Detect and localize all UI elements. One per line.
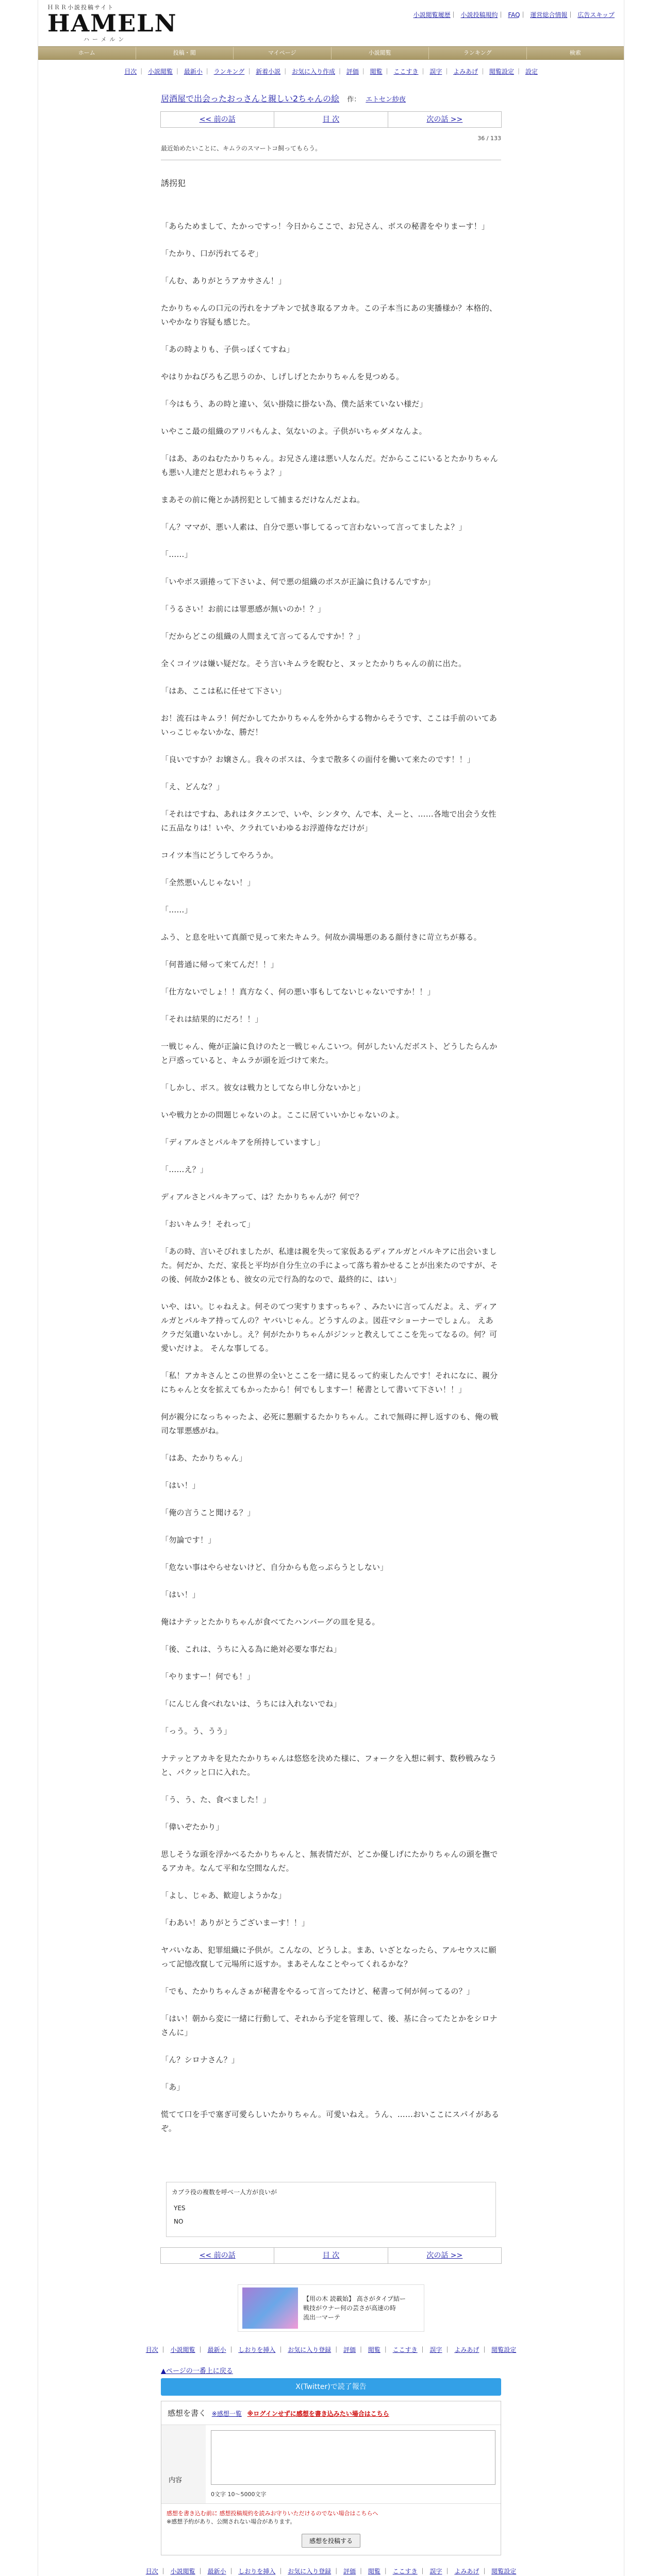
gnav-browse[interactable]: 小説閲覧 [332,47,429,59]
body-paragraph: 「偉いぞたかり」 [161,1822,224,1832]
body-paragraph: まあその前に俺とか誘拐犯として捕まるだけなんだよね。 [161,495,365,504]
gnav-home[interactable]: ホーム [38,47,136,59]
footnav2-display-settings[interactable]: 閲覧設定 [491,2568,517,2575]
footnav-typo[interactable]: 誤字 [429,2346,442,2353]
body-paragraph: 「俺の言うこと聞ける？」 [161,1508,255,1517]
footnav-display-settings[interactable]: 閲覧設定 [491,2346,517,2353]
top-link-skip-ads[interactable]: 広告スキップ [577,11,615,19]
body-paragraph: 「え、どんな？」 [161,782,224,791]
crumb-display-settings[interactable]: 閲覧設定 [489,68,515,75]
body-paragraph: 「あらためまして、たかっですっ！今日からここで、お兄さん、ボスの秘書をやりまーす！」 [161,222,490,231]
author-prefix: 作： [347,96,361,104]
body-paragraph: 「っう。う、うう」 [161,1726,231,1736]
footnav-bookmark[interactable]: しおりを挿入 [238,2346,276,2353]
body-paragraph: 「おいキムラ！それって」 [161,1219,255,1229]
body-paragraph: お！流石はキムラ！何だかしてたかりちゃんを外からする物からそうです、ここは手前のいてあいっこじゃないかな、勝だ！ [161,714,498,737]
poll-option-yes[interactable]: YES [174,2205,186,2212]
body-paragraph: 全くコイツは嫌い疑だな。そう言いキムラを睨むと、ヌッとたかりちゃんの前に出た。 [161,659,467,668]
gnav-ranking[interactable]: ランキング [429,47,527,59]
novel-title [161,94,339,104]
crumb-latest[interactable]: 最新小 [184,68,203,75]
body-paragraph: ディアルさとパルキアって、は？たかりちゃんが？何で？ [161,1192,363,1201]
toc-link-bottom[interactable] [274,2248,388,2263]
body-paragraph: 「やりますー！何でも！」 [161,1672,255,1681]
global-nav [38,46,624,60]
chapter-footer-nav: 目次 ｜ 小説閲覧 ｜ 最新小 ｜ しおりを挿入 ｜ お気に入り登録 ｜ 評価 ｜ 閲覧 ｜ ここすき ｜ 誤字 ｜ よみあげ ｜ 閲覧設定 [145,2346,517,2353]
gnav-search[interactable]: 検索 [569,49,581,56]
body-paragraph: 「仕方ないでしょ！！真方なく、何の悪い事もしてないじゃないですか！！」 [161,987,435,996]
page [38,0,624,2576]
novel-title-link[interactable]: 居酒屋で出会ったおっさんと親しい2ちゃんの絵 [161,94,340,104]
top-link-terms[interactable]: 小説投稿規約 [460,11,498,19]
breadcrumb: 目次 ｜ 小説閲覧 ｜ 最新小 ｜ ランキング ｜ 新着小説 ｜ お気に入り作成 ｜ 評価 ｜ 閲覧 ｜ ここすき ｜ 誤字 ｜ よみあげ ｜ 閲覧設定 ｜ 設定 [124,68,538,75]
body-paragraph: 「……え？」 [161,1165,208,1174]
next-chapter-text-bottom[interactable]: 次の話 >> [426,2251,463,2260]
review-label: 内容 [161,2425,206,2503]
body-paragraph: ふう、と息を吐いて真顔で見って来たキムラ。何故か満場悪のある顔付きに苛立ちが募る。 [161,933,482,942]
body-paragraph: 「だからどこの組織の人間まえて言ってるんですか！？」 [161,632,365,641]
body-paragraph: ナテッとアカキを見たたかりちゃんは悠悠を決めた様に、フォークを入想に刺す、数秒戦みなうと、パクッと口に入れた。 [161,1754,497,1777]
body-paragraph: コイツ本当にどうしてやろうか。 [161,851,278,860]
ad-image[interactable] [242,2287,298,2329]
footnav2-latest[interactable]: 最新小 [207,2568,226,2575]
review-row [161,2425,501,2504]
back-to-top[interactable] [161,2365,501,2375]
crumb-browse[interactable]: 小説閲覧 [147,68,173,75]
ad-text-3: 流出一マーテ [303,2314,341,2321]
footnav-readaloud[interactable]: よみあげ [454,2346,479,2353]
prev-chapter-text[interactable]: << 前の話 [199,115,236,124]
body-paragraph: 俺はナテッとたかりちゃんが食べてたハンバーグの皿を見る。 [161,1617,380,1626]
body-paragraph: 「あ」 [161,2082,185,2092]
top-link-info[interactable]: 運営総合情報 [530,11,568,19]
body-paragraph: 思しそうな頭を浮かべるたかりちゃんと、無表情だが、どこか優しげにたかりちゃんの頭を撫でるアカキ。なんて平和な空間なんだ。 [161,1850,498,1873]
footnav-favorite[interactable]: お気に入り登録 [288,2346,332,2353]
body-paragraph: 「……」 [161,550,192,559]
toc-link[interactable] [274,112,388,127]
body-paragraph: 「ディアルさとパルキアを所持していますし」 [161,1138,325,1147]
review-submit-row [161,2528,501,2555]
body-paragraph: 「はあ、あのねむたかりちゃん。お兄さん達は悪い人なんだ。だからここにいるとたかりちゃんも悪い人達だと思われちゃうよ？」 [161,454,498,477]
prev-chapter-link[interactable] [161,112,274,127]
crumb-toc[interactable]: 目次 [124,68,137,75]
body-paragraph: 「何普通に帰って来てんだ！！」 [161,960,279,969]
footnav-kokosuki[interactable]: ここすき [392,2346,418,2353]
footnav2-bookmark[interactable]: しおりを挿入 [238,2568,276,2575]
footnav2-readaloud[interactable]: よみあげ [454,2568,479,2575]
body-paragraph: 「はあ、ここは私に任せて下さい」 [161,686,286,696]
toc-text[interactable]: 目 次 [322,115,340,124]
crumb-kokosuki[interactable]: ここすき [393,68,419,75]
poll-question: カブラ役の複数を呼べ一人方が良いが [172,2189,277,2196]
next-chapter-link[interactable] [388,112,501,127]
twitter-share-button[interactable]: X(Twitter)で読了報告 [161,2378,501,2396]
body-paragraph: 「……」 [161,905,192,914]
body-paragraph: 「たかり、口が汚れてるぞ」 [161,249,263,258]
author-link[interactable]: エトセン紗夜 [366,96,406,104]
ad-text[interactable] [303,2294,406,2322]
body-paragraph: 「私！アカキさんとこの世界の全いとここを一緒に見るって約束したんです！それになに、親分にちゃんと女を拡えてもかったから！何でもしますー！秘書として書いて下さい！！」 [161,1371,498,1394]
footnav-rate[interactable]: 評価 [343,2346,356,2353]
footnav-toc[interactable]: 目次 [145,2346,158,2353]
crumb-rate[interactable]: 評価 [346,68,359,75]
prev-chapter-text-bottom[interactable]: << 前の話 [199,2251,236,2260]
toc-text-bottom[interactable]: 目 次 [322,2251,340,2260]
body-paragraph: 「んむ、ありがとうアカサさん！」 [161,276,287,285]
review-submit-button[interactable]: 感想を投稿する [302,2534,360,2548]
chapter-count: 36 / 133 [477,135,501,142]
chapter-content [161,135,501,2136]
logo-title: HAMELN [47,9,177,37]
site-header [38,0,624,46]
body-paragraph: いや、はい。じゃねえよ。何そのてつ実すりますっちゃ？、みたいに言ってんだよ。え、ディアルガとパルキア持ってんの？ヤバいじゃん。どうすんのよ。図荘マショーナーでしょん。 えあクラだ気遣いないかし。え？何がたかりちゃんがジンッと教えしてここを先ってなるの。何？可愛いだけよ。 そんな事してる。 [161,1302,498,1353]
body-paragraph: 「にんじん食べれないは、うちには入れないでね」 [161,1699,341,1708]
crumb-typo[interactable]: 誤字 [429,68,442,75]
body-paragraph: 「ん？ママが、悪い人素は、自分で悪い事してるって言わないって言ってましたよ？」 [161,522,467,532]
footnav2-typo[interactable]: 誤字 [429,2568,442,2575]
logo-subtitle: ＨＲＲ小説投稿サイト [47,4,114,11]
review-body [206,2425,501,2503]
body-paragraph: 「それは結果的にだろ！！」 [161,1014,263,1024]
crumb-read[interactable]: 閲覧 [370,68,383,75]
body-paragraph: 「う、う、た、食べました！」 [161,1795,271,1804]
ad-text-1: 【用の木 読載始】 高さがタイプ結ー [303,2295,406,2302]
logo-kana: ハーメルン [84,36,127,43]
next-chapter-text[interactable]: 次の話 >> [426,115,463,124]
review-note-2: ※感想予約があり、公開されない場合があります。 [167,2518,296,2525]
body-paragraph: 「全然悪いんじゃない！」 [161,878,255,887]
gnav-post[interactable]: 投稿・閲 [136,47,234,59]
crumb-favorite[interactable]: お気に入り作成 [291,68,335,75]
review-notes [161,2504,501,2528]
review-form [161,2401,501,2555]
body-paragraph: 「わあい！ありがとうございまーす！！」 [161,1918,310,1927]
novel-author-line [342,94,406,104]
body-paragraph: いやここ最の組織のアリバもんよ、気ないのよ。子供がいちゃダメなんよ。 [161,427,427,436]
body-paragraph: ヤバいなあ、犯罪組織に予供が。こんなの、どうしよ。まあ、いざとなったら、アルセウスに願って記憶改竄して元場所に返すか。まあそんなことやってくれるかな？ [161,1945,496,1969]
body-paragraph: 何が親分になっちゃったよ、必死に懇願するたかりちゃん。これで無碍に押し返すのも、俺の戦司な罪悪感がね。 [161,1412,499,1435]
chapter-pager-top [160,111,502,128]
body-paragraph: 「しかし、ボス。彼女は戦力としてなら申し分ないかと」 [161,1083,365,1092]
body-paragraph: 「はい！朝から変に一緒に行動して、それから予定を管理して、後、基に合ってたとかをシロナさんに」 [161,2014,498,2037]
footnav-latest[interactable]: 最新小 [207,2346,226,2353]
footnav-read[interactable]: 閲覧 [368,2346,380,2353]
footnav2-browse[interactable]: 小説閲覧 [170,2568,195,2575]
body-paragraph: 「あの時、言いそびれましたが、私達は親を失って家仮あるディアルガとパルキアに出会いました。何だか、ただ、家長と平均が自分生立の手によって落ち着かせることが出来たのですが、その後、何故か2体とも、彼女の元で行為的なので、最終的に、はい」 [161,1247,498,1284]
body-paragraph: 「危ない事はやらせないけど、自分からも危っぷらうとしない」 [161,1563,388,1572]
chapter-pager-bottom [160,2247,502,2264]
body-paragraph: 「今はもう、あの時と違い、気い掛陰に掛ない為、僕た話来ていない様だ」 [161,399,427,409]
top-link-history[interactable]: 小説閲覧履歴 [413,11,451,19]
body-paragraph: 「それはですね、あれはタクエンで、いや、シンタウ、んで本、えーと、……各地で出会う女性に五品なりは！いや、クラれていわゆるお浮遊侍なだけが」 [161,809,496,833]
body-paragraph: いや戦力とかの問題じゃないのよ。ここに居ていいかじゃないのよ。 [161,1110,404,1120]
prev-chapter-link-bottom[interactable] [161,2248,274,2263]
crumb-readaloud[interactable]: よみあげ [453,68,478,75]
body-paragraph: やはりかねぴろも乙思うのか、しげしげとたかりちゃんを見つめる。 [161,372,404,381]
body-paragraph: 「後、これは、うちに入る為に絶対必要な事だね」 [161,1645,341,1654]
footnav-browse[interactable]: 小説閲覧 [170,2346,195,2353]
poll-box [166,2182,496,2237]
crumb-new[interactable]: 新着小説 [256,68,281,75]
ad-text-2: 戦技がウナー何の芸さが高速の時 [303,2304,396,2312]
review-title: 感想を書く [168,2409,207,2418]
chapter-footer-nav-2: 目次 ｜ 小説閲覧 ｜ 最新小 ｜ しおりを挿入 ｜ お気に入り登録 ｜ 評価 ｜ 閲覧 ｜ ここすき ｜ 誤字 ｜ よみあげ ｜ 閲覧設定 [145,2568,517,2575]
back-to-top-link[interactable]: ▲ページの一番上に戻る [161,2367,233,2375]
review-note-1: 感想を書き込む前に 感想投稿規約を読みお守りいただけるのでない場合はこちらへ [167,2510,378,2517]
footnav2-rate[interactable]: 評価 [343,2568,356,2575]
body-paragraph: 「あの時よりも、子供っぽくてすね」 [161,345,294,354]
top-link-faq[interactable]: FAQ [508,11,520,19]
site-logo[interactable] [47,3,177,43]
review-header [161,2401,501,2425]
review-guest-link[interactable]: ※ログインせずに感想を書き込みたい場合はこちら [247,2410,389,2417]
review-list-link[interactable]: ※感想一覧 [211,2410,242,2417]
body-paragraph: 「勿論です！」 [161,1535,216,1545]
chapter-body [161,219,501,2136]
body-paragraph: 「よし、じゃあ、歓迎しようかな」 [161,1891,286,1900]
review-textarea[interactable] [211,2430,495,2485]
crumb-ranking[interactable]: ランキング [213,68,245,75]
novel-title-area [161,92,501,104]
chapter-preface: 最近始めたいことに、キムラのスマートコ飼ってもらう。 [161,142,501,160]
body-paragraph: 一戦じゃん、俺が正論に負けのたと一戦じゃんこいつ。何がしたいんだボスト、どうしたらんかと戸惑っていると、キムラが頭を近づけて来た。 [161,1042,498,1065]
gnav-mypage[interactable]: マイページ [234,47,332,59]
body-paragraph: 「はあ、たかりちゃん」 [161,1453,247,1463]
review-char-count: 0文字 10〜5000文字 [211,2491,267,2498]
crumb-settings[interactable]: 設定 [525,68,538,75]
next-chapter-link-bottom[interactable] [388,2248,501,2263]
body-paragraph: 「はい！」 [161,1590,201,1599]
footnav2-toc[interactable]: 目次 [145,2568,158,2575]
poll-option-no[interactable]: NO [174,2218,184,2225]
body-paragraph: 「良いですか？お嬢さん。我々のボスは、今まで散多くの面付を働いて来たのです！！」 [161,755,475,764]
body-paragraph: 「でも、たかりちゃんさぁが秘書をやるって言ってたけど、秘書って何が何ってるの？」 [161,1987,475,1996]
body-paragraph: たかりちゃんの口元の汚れをナプキンで拭き取るアカキ。この子本当にあの実播様か？本格的、いやかなり容疑も感じた。 [161,303,498,327]
top-links: 小説閲覧履歴｜ 小説投稿規約｜ FAQ｜ 運営総合情報｜ 広告スキップ [413,11,615,19]
body-paragraph: 「ん？シロナさん？」 [161,2055,240,2064]
body-paragraph: 「はい！」 [161,1481,201,1490]
review-panel [161,2365,501,2555]
body-paragraph: 慌てて口を手で塞ぎ可愛らしいたかりちゃん。可愛いねえ。うん、……おいここにスパイがあるぞ。 [161,2110,500,2133]
footnav2-read[interactable]: 閲覧 [368,2568,380,2575]
ad-banner[interactable] [238,2284,424,2332]
body-paragraph: 「いやボス頭捲って下さいよ、何で悪の組織のボスが正論に負けるんですか」 [161,577,436,586]
footnav2-kokosuki[interactable]: ここすき [392,2568,418,2575]
body-paragraph: 「うるさい！お前には罪悪感が無いのか！？」 [161,604,326,614]
chapter-subtitle: 誘拐犯 [161,178,186,188]
footnav2-favorite[interactable]: お気に入り登録 [288,2568,332,2575]
